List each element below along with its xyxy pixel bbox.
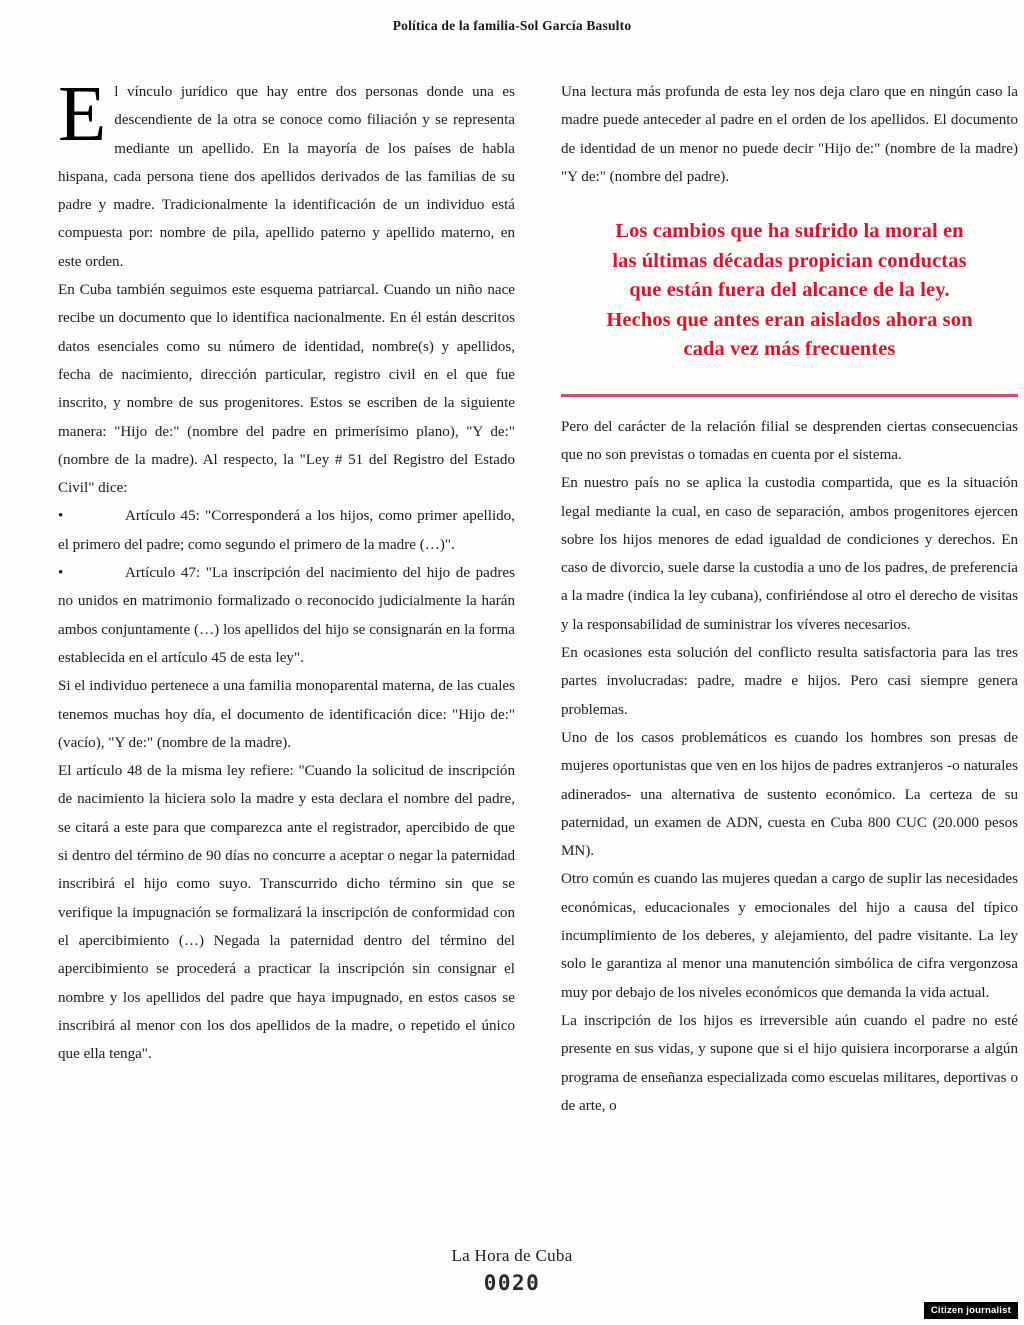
- page-number: 0020: [483, 1271, 541, 1295]
- bullet-icon: •: [58, 508, 64, 525]
- paragraph-deeper-reading: Una lectura más profunda de esta ley nos deja claro que en ningún caso la madre puede anteceder al padre en el orden de los apellidos. El documento de identidad de un menor no puede decir "Hijo de:" (nombre de la madre) "Y de:" (nombre del padre).: [561, 84, 1018, 185]
- paragraph-cuba-scheme: En Cuba también seguimos este esquema patriarcal. Cuando un niño nace recibe un documento que lo identifica nacionalmente. En él están descritos datos esenciales como su número de identidad, nombre(s) y apellidos, fecha de nacimiento, dirección particular, registro civil en el que fue inscrito, y nombre de sus progenitores. Estos se escriben de la siguiente manera: "Hijo de:" (nombre del padre en primerísimo plano), "Y de:" (nombre de la madre). Al respecto, la "Ley # 51 del Registro del Estado Civil" dice:: [58, 282, 515, 497]
- list-item: [58, 502, 515, 559]
- pull-quote-line: Los cambios que ha sufrido la moral en: [615, 220, 964, 243]
- page-footer: [0, 1246, 1024, 1295]
- list-item-text: Artículo 47: "La inscripción del nacimiento del hijo de padres no unidos en matrimonio formalizado o reconocido judicialmente la harán ambos conjuntamente (…) los apellidos del hijo se consignarán en la forma establecida en el artículo 45 de esta ley".: [58, 565, 515, 666]
- pull-quote-line: Hechos que antes eran aislados ahora son: [606, 308, 973, 331]
- list-item: [58, 559, 515, 672]
- paragraph-article-48: El artículo 48 de la misma ley refiere: "Cuando la solicitud de inscripción de nacimiento la hiciera solo la madre y esta declara el nombre del padre, se citará a este para que comparezca ante el registrador, apercibido de que si dentro del término de 90 días no concurre a aceptar o negar la paternidad inscribirá el hijo como suyo. Transcurrido dicho término sin que se verifique la impugnación se formalizará la inscripción de conformidad con el apercibimiento (…) Negada la paternidad dentro del término del apercibimiento se procederá a practicar la inscripción sin consignar el nombre y los apellidos del padre que haya impugnado, en estos casos se inscribirá al menor con los dos apellidos de la madre, o repetido el único que ella tenga".: [58, 763, 515, 1063]
- paragraph-problem-cases: Uno de los casos problemáticos es cuando los hombres son presas de mujeres oportunistas que ven en los hijos de padres extranjeros -o naturales adinerados- una alternativa de sustento económico. La certeza de su paternidad, un examen de ADN, cuesta en Cuba 800 CUC (20.000 pesos MN).: [561, 729, 1018, 860]
- publication-name: La Hora de Cuba: [451, 1246, 573, 1265]
- bullet-icon: •: [58, 565, 64, 582]
- paragraph-intro-dropcap: El vínculo jurídico que hay entre dos personas donde una es descendiente de la otra se conoce como filiación y se representa mediante un apellido. En la mayoría de los países de habla hispana, cada persona tiene dos apellidos derivados de las familias de su padre y madre. Tradicionalmente la identificación de un individuo está compuesta por: nombre de pila, apellido paterno y apellido materno, en este orden.: [58, 71, 515, 270]
- paragraph-women-burden: Otro común es cuando las mujeres quedan a cargo de suplir las necesidades económicas, educacionales y emocionales del hijo a causa del típico incumplimiento de los deberes, y alejamiento, del padre visitante. La ley solo le garantiza al menor una manutención simbólica de cifra vergonzosa muy por debajo de los niveles económicos que demanda la vida actual.: [561, 871, 1018, 1001]
- pull-quote-line: que están fuera del alcance de la ley.: [629, 279, 950, 302]
- pull-quote: [561, 217, 1018, 365]
- column-left: [58, 71, 515, 1120]
- list-item-text: Artículo 45: "Corresponderá a los hijos, como primer apellido, el primero del padre; como segundo el primero de la madre (…)".: [58, 508, 515, 553]
- paragraph-conflict-resolution: En ocasiones esta solución del conflicto resulta satisfactoria para las tres partes involucradas: padre, madre e hijos. Pero casi siempre genera problemas.: [561, 645, 1018, 718]
- paragraph-filial-consequences: Pero del carácter de la relación filial se desprenden ciertas consecuencias que no son previstas o tomadas en cuenta por el sistema.: [561, 418, 1018, 463]
- pull-quote-line: cada vez más frecuentes: [683, 338, 896, 361]
- column-right: [561, 78, 1018, 1120]
- citizen-journalist-badge: Citizen journalist: [924, 1302, 1018, 1320]
- pull-quote-divider: [561, 394, 1018, 397]
- paragraph-monoparental: Si el individuo pertenece a una familia monoparental materna, de las cuales tenemos muchas hoy día, el documento de identificación dice: "Hijo de:" (vacío), "Y de:" (nombre de la madre).: [58, 678, 515, 751]
- article-columns: [58, 71, 1018, 1120]
- running-head: Política de la familia-Sol García Basulto: [392, 18, 632, 33]
- pull-quote-line: las últimas décadas propician conductas: [612, 249, 967, 272]
- paragraph-irreversible-registration: La inscripción de los hijos es irreversible aún cuando el padre no esté presente en sus vidas, y supone que si el hijo quisiera incorporarse a algún programa de enseñanza especializada como escuelas militares, deportivas o de arte, o: [561, 1012, 1018, 1114]
- paragraph-shared-custody: En nuestro país no se aplica la custodia compartida, que es la situación legal mediante la cual, en caso de separación, ambos progenitores ejercen sobre los hijos menores de edad igualdad de condiciones y derechos. En caso de divorcio, suele darse la custodia a uno de los padres, de preferencia a la madre (indica la ley cubana), confiriéndose al otro el derecho de visitas y la responsabilidad de suministrar los víveres necesarios.: [561, 475, 1018, 633]
